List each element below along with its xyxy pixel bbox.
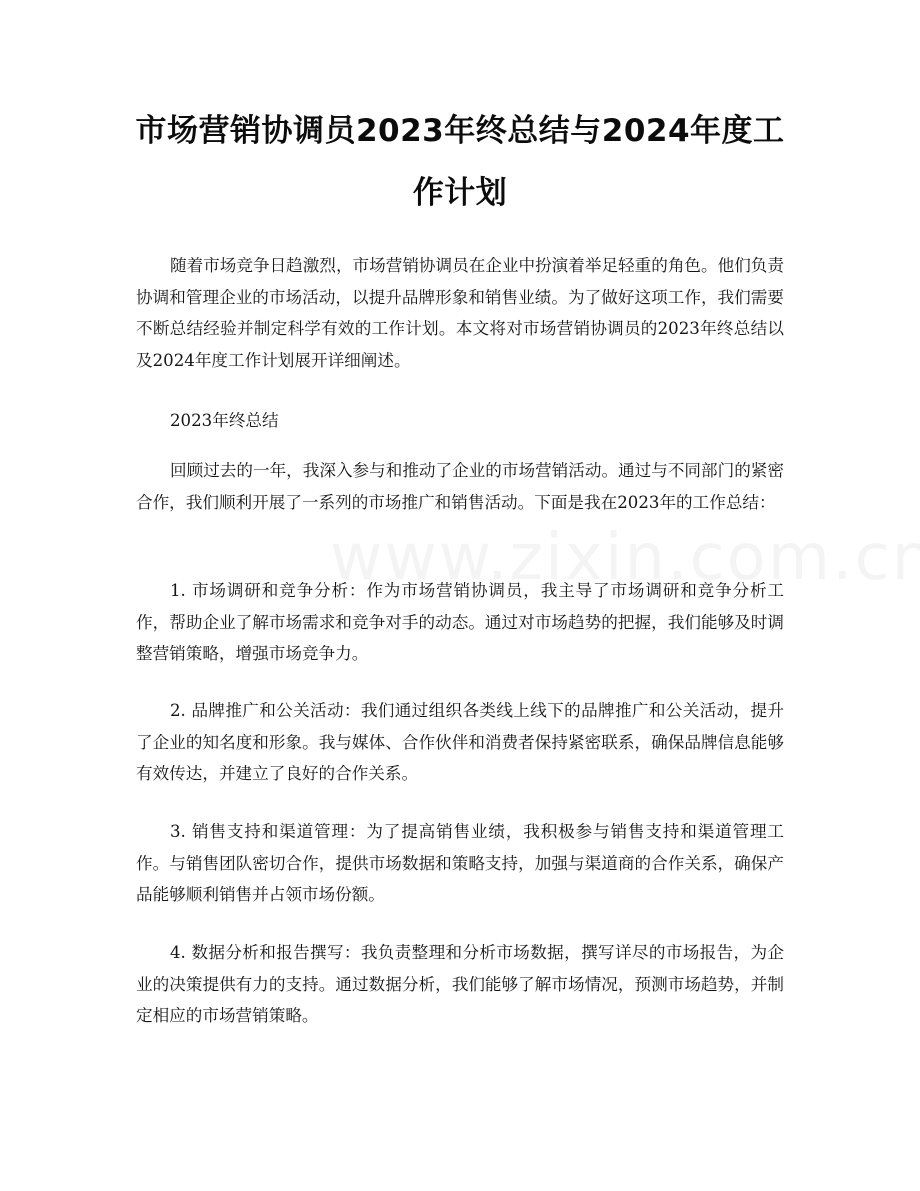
list-item-data-analysis: 4. 数据分析和报告撰写：我负责整理和分析市场数据，撰写详尽的市场报告，为企业的决策提供有力的支持。通过数据分析，我们能够了解市场情况，预测市场趋势，并制定相应的市场营销策略。 [136, 943, 784, 1025]
intro-paragraph: 随着市场竞争日趋激烈，市场营销协调员在企业中扮演着举足轻重的角色。他们负责协调和管理企业的市场活动，以提升品牌形象和销售业绩。为了做好这项工作，我们需要不断总结经验并制定科学有效的工作计划。本文将对市场营销协调员的2023年终总结以及2024年度工作计划展开详细阐述。 [136, 256, 784, 370]
section-heading: 2023年终总结 [170, 411, 279, 430]
document-title: 市场营销协调员2023年终总结与2024年度工作计划 [135, 113, 785, 211]
list-item-brand-promotion: 2. 品牌推广和公关活动：我们通过组织各类线上线下的品牌推广和公关活动，提升了企业的知名度和形象。我与媒体、合作伙伴和消费者保持紧密联系，确保品牌信息能够有效传达，并建立了良好的合作关系。 [136, 701, 784, 783]
review-paragraph: 回顾过去的一年，我深入参与和推动了企业的市场营销活动。通过与不同部门的紧密合作，我们顺利开展了一系列的市场推广和销售活动。下面是我在2023年的工作总结： [136, 461, 784, 512]
list-item-sales-support: 3. 销售支持和渠道管理：为了提高销售业绩，我积极参与销售支持和渠道管理工作。与销售团队密切合作，提供市场数据和策略支持，加强与渠道商的合作关系，确保产品能够顺利销售并占领市场份额。 [136, 822, 784, 904]
list-item-market-research: 1. 市场调研和竞争分析：作为市场营销协调员，我主导了市场调研和竞争分析工作，帮助企业了解市场需求和竞争对手的动态。通过对市场趋势的把握，我们能够及时调整营销策略，增强市场竞争力。 [136, 581, 784, 663]
